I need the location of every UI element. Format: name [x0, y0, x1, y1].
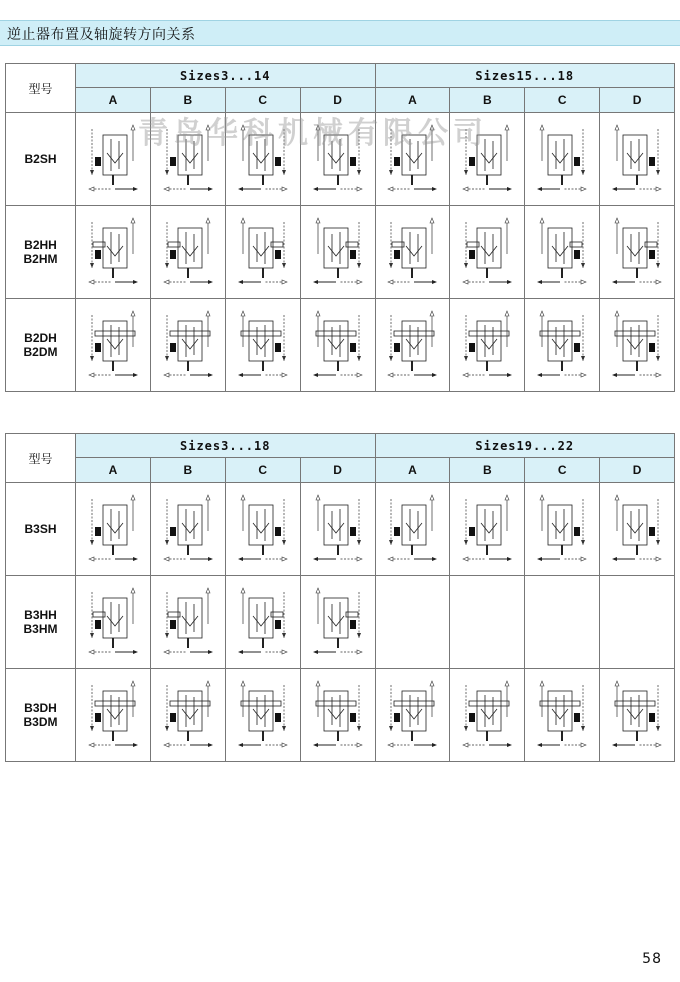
rotation-diagram — [382, 119, 442, 199]
diagram-cell — [600, 576, 675, 669]
rotation-diagram — [158, 305, 218, 385]
rotation-diagram — [83, 582, 143, 662]
page-title: 逆止器布置及轴旋转方向关系 — [7, 27, 196, 43]
position-header: C — [225, 88, 300, 113]
diagram-cell — [76, 299, 151, 392]
diagram-cell — [450, 576, 525, 669]
rotation-diagram — [532, 119, 592, 199]
rotation-diagram — [308, 675, 368, 755]
rotation-diagram — [83, 212, 143, 292]
rotation-diagram — [308, 582, 368, 662]
diagram-cell — [525, 299, 600, 392]
position-header: A — [76, 458, 151, 483]
diagram-cell — [525, 669, 600, 762]
rotation-diagram — [457, 675, 517, 755]
rotation-diagram — [607, 305, 667, 385]
rotation-diagram — [83, 305, 143, 385]
rotation-diagram — [382, 675, 442, 755]
diagram-cell — [300, 113, 375, 206]
diagram-cell — [525, 483, 600, 576]
rotation-diagram — [607, 212, 667, 292]
diagram-cell — [450, 299, 525, 392]
diagram-cell — [76, 113, 151, 206]
diagram-cell — [76, 576, 151, 669]
model-header: 型号 — [6, 434, 76, 483]
position-header: C — [525, 458, 600, 483]
rotation-diagram — [83, 119, 143, 199]
model-label: B3SH — [6, 483, 76, 576]
position-header: C — [525, 88, 600, 113]
diagram-cell — [300, 206, 375, 299]
position-header: A — [375, 88, 450, 113]
diagram-cell — [600, 669, 675, 762]
diagram-cell — [225, 576, 300, 669]
position-header: A — [375, 458, 450, 483]
diagram-cell — [225, 299, 300, 392]
position-header: B — [450, 88, 525, 113]
table-row — [6, 669, 675, 762]
size-group-header: Sizes3...14 — [76, 64, 376, 88]
table-row — [6, 576, 675, 669]
rotation-diagram — [382, 212, 442, 292]
model-label: B2HH B2HM — [6, 206, 76, 299]
rotation-diagram — [233, 305, 293, 385]
diagram-cell — [600, 299, 675, 392]
diagram-cell — [600, 113, 675, 206]
diagram-cell — [150, 113, 225, 206]
diagram-cell — [450, 483, 525, 576]
diagram-cell — [225, 113, 300, 206]
rotation-diagram — [158, 489, 218, 569]
diagram-cell — [150, 299, 225, 392]
rotation-diagram — [233, 675, 293, 755]
diagram-cell — [600, 483, 675, 576]
diagram-cell — [600, 206, 675, 299]
diagram-cell — [150, 669, 225, 762]
rotation-diagram — [457, 489, 517, 569]
rotation-diagram — [308, 489, 368, 569]
position-header: D — [600, 88, 675, 113]
rotation-diagram — [158, 212, 218, 292]
rotation-diagram — [532, 489, 592, 569]
diagram-cell — [375, 206, 450, 299]
rotation-table-b2 — [5, 63, 675, 392]
diagram-cell — [300, 576, 375, 669]
diagram-cell — [150, 483, 225, 576]
model-label: B2SH — [6, 113, 76, 206]
diagram-cell — [450, 113, 525, 206]
diagram-cell — [525, 113, 600, 206]
size-group-header: Sizes19...22 — [375, 434, 675, 458]
model-label: B3HH B3HM — [6, 576, 76, 669]
rotation-diagram — [457, 212, 517, 292]
rotation-diagram — [457, 305, 517, 385]
position-header: C — [225, 458, 300, 483]
table-row — [6, 483, 675, 576]
position-header: B — [450, 458, 525, 483]
table-row — [6, 206, 675, 299]
page-number: 58 — [642, 951, 662, 967]
size-group-header: Sizes3...18 — [76, 434, 376, 458]
rotation-diagram — [532, 675, 592, 755]
rotation-diagram — [607, 489, 667, 569]
rotation-diagram — [382, 305, 442, 385]
rotation-diagram — [233, 582, 293, 662]
position-header: D — [300, 88, 375, 113]
diagram-cell — [375, 576, 450, 669]
diagram-cell — [76, 669, 151, 762]
position-header: A — [76, 88, 151, 113]
rotation-diagram — [158, 675, 218, 755]
table-row — [6, 113, 675, 206]
rotation-diagram — [308, 212, 368, 292]
size-group-header: Sizes15...18 — [375, 64, 675, 88]
rotation-diagram — [457, 119, 517, 199]
page-header — [0, 20, 680, 46]
diagram-cell — [76, 483, 151, 576]
diagram-cell — [225, 669, 300, 762]
rotation-diagram — [233, 119, 293, 199]
rotation-diagram — [83, 489, 143, 569]
diagram-cell — [375, 299, 450, 392]
model-label: B2DH B2DM — [6, 299, 76, 392]
rotation-diagram — [607, 119, 667, 199]
rotation-diagram — [158, 119, 218, 199]
diagram-cell — [225, 483, 300, 576]
rotation-diagram — [532, 305, 592, 385]
diagram-cell — [150, 206, 225, 299]
diagram-cell — [525, 206, 600, 299]
diagram-cell — [450, 669, 525, 762]
rotation-diagram — [532, 212, 592, 292]
rotation-diagram — [382, 489, 442, 569]
diagram-cell — [150, 576, 225, 669]
rotation-diagram — [158, 582, 218, 662]
rotation-diagram — [83, 675, 143, 755]
diagram-cell — [300, 483, 375, 576]
position-header: D — [300, 458, 375, 483]
diagram-cell — [300, 669, 375, 762]
rotation-diagram — [233, 489, 293, 569]
diagram-cell — [525, 576, 600, 669]
position-header: D — [600, 458, 675, 483]
rotation-diagram — [308, 305, 368, 385]
diagram-cell — [375, 669, 450, 762]
diagram-cell — [76, 206, 151, 299]
watermark: 青岛华科机械有限公司 — [138, 116, 488, 151]
position-header: B — [150, 458, 225, 483]
model-label: B3DH B3DM — [6, 669, 76, 762]
diagram-cell — [375, 113, 450, 206]
rotation-diagram — [607, 675, 667, 755]
position-header: B — [150, 88, 225, 113]
diagram-cell — [375, 483, 450, 576]
rotation-table-b3 — [5, 433, 675, 762]
rotation-diagram — [308, 119, 368, 199]
table-row — [6, 299, 675, 392]
rotation-diagram — [233, 212, 293, 292]
diagram-cell — [225, 206, 300, 299]
model-header: 型号 — [6, 64, 76, 113]
diagram-cell — [450, 206, 525, 299]
diagram-cell — [300, 299, 375, 392]
